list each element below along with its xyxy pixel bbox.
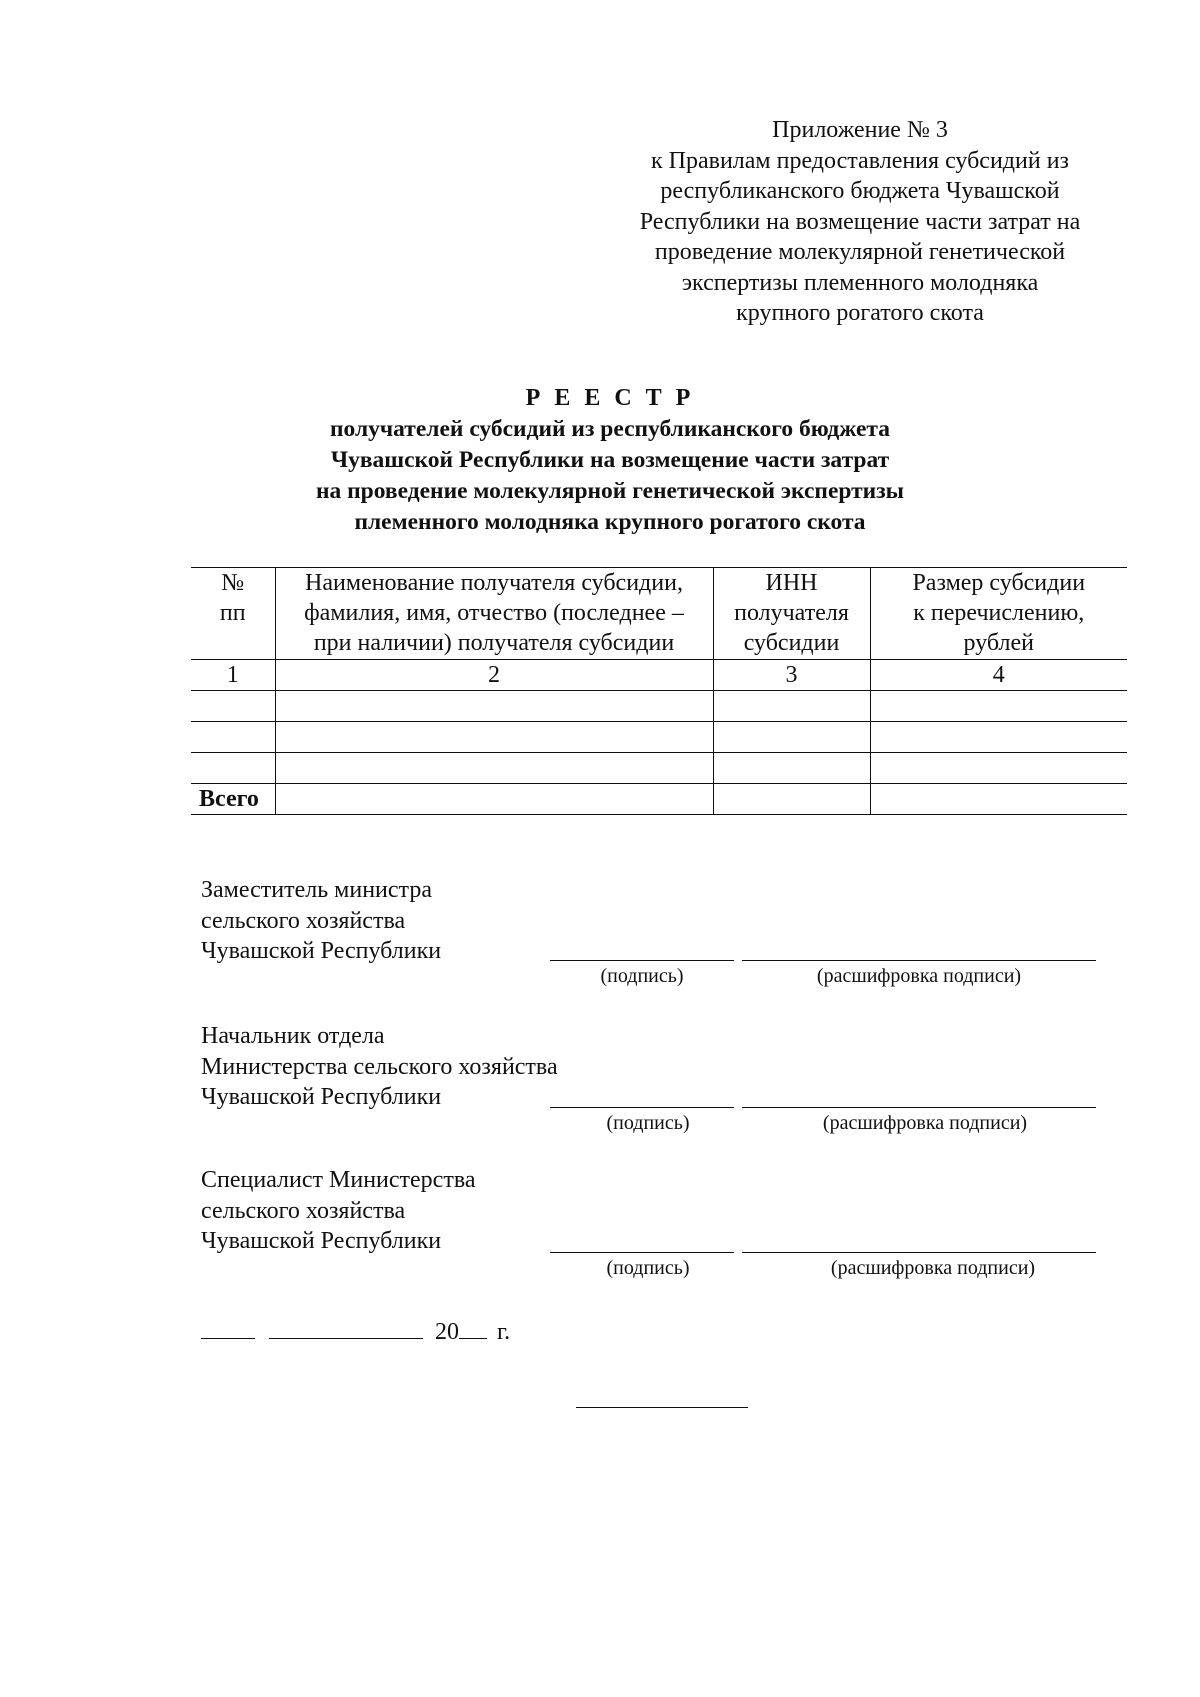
table-cell[interactable] [870,722,1127,753]
total-row [191,784,1127,815]
date-day-blank[interactable] [201,1316,255,1339]
signature-decode-caption: (расшифровка подписи) [816,965,1022,987]
table-cell[interactable] [191,753,275,784]
header-inn [713,568,870,660]
document-title [250,383,970,538]
signatory-title-line: Чувашской Республики [201,1228,442,1254]
table-cell[interactable] [275,753,713,784]
header-text: Наименование получателя субсидии, [305,570,683,596]
table-cell[interactable] [713,784,870,815]
signatory-title-line: Начальник отдела [201,1023,385,1049]
table-cell[interactable] [870,691,1127,722]
table-cell[interactable] [713,722,870,753]
signature-decode-line[interactable] [742,1107,1096,1108]
header-recipient-name [275,568,713,660]
header-number [191,568,275,660]
signature-line[interactable] [550,1107,734,1108]
column-number: 2 [275,660,713,691]
appendix-line: экспертизы племенного молодняка [681,269,1039,296]
column-number: 4 [870,660,1127,691]
header-subsidy-amount [870,568,1127,660]
table-row [191,753,1127,784]
table-cell[interactable] [191,691,275,722]
signatory-title-line: Чувашской Республики [201,938,442,964]
appendix-line: проведение молекулярной генетической [654,239,1066,265]
signature-block-specialist [201,1165,476,1257]
appendix-line: крупного рогатого скота [736,300,984,326]
header-text: при наличии) получателя субсидии [313,630,675,656]
title-main: Р Е Е С Т Р [525,385,695,411]
header-text: рублей [963,630,1034,656]
table-row [191,722,1127,753]
header-text: Размер субсидии [912,570,1086,596]
table-cell[interactable] [713,691,870,722]
document-end-rule [576,1407,748,1408]
signatory-title-line: Специалист Министерства [201,1167,476,1193]
signature-line[interactable] [550,960,734,961]
date-year-prefix: 20 [435,1319,459,1345]
appendix-line: Республики на возмещение части затрат на [639,208,1081,235]
table-cell[interactable] [275,722,713,753]
signature-caption: (подпись) [606,1257,690,1279]
signature-block-deputy-minister [201,875,441,967]
column-number: 1 [191,660,275,691]
date-suffix: г. [497,1319,511,1345]
signatory-title-line: сельского хозяйства [201,1197,406,1224]
appendix-line: к Правилам предоставления субсидий из [650,147,1070,174]
title-line: на проведение молекулярной генетической экспертизы [315,478,905,504]
header-text: к перечислению, [913,600,1085,626]
header-text: получателя [734,600,849,626]
signature-caption: (подпись) [606,1112,690,1134]
signature-decode-caption: (расшифровка подписи) [822,1112,1028,1134]
header-text: № [221,570,245,596]
signature-line[interactable] [550,1252,734,1253]
signatory-title-line: Чувашской Республики [201,1084,442,1110]
signatory-title-line: Заместитель министра [201,877,432,903]
appendix-line: республиканского бюджета Чувашской [660,178,1060,204]
registry-table [191,567,1127,815]
total-amount-cell[interactable] [870,784,1127,815]
appendix-reference [620,115,1100,329]
header-text: пп [219,600,246,626]
column-number: 3 [713,660,870,691]
column-number-row [191,660,1127,691]
signature-decode-caption: (расшифровка подписи) [830,1257,1036,1279]
table-header-row [191,568,1127,660]
signature-block-department-head [201,1021,558,1113]
signature-decode-line[interactable] [742,960,1096,961]
table-cell[interactable] [191,722,275,753]
header-text: фамилия, имя, отчество (последнее – [304,600,684,626]
appendix-line: Приложение № 3 [772,117,948,143]
date-month-blank[interactable] [269,1316,423,1339]
title-line: получателей субсидий из республиканского бюджета [330,416,890,442]
table-cell[interactable] [275,691,713,722]
date-field [201,1316,510,1346]
header-text: ИНН [765,570,818,596]
signature-caption: (подпись) [600,965,684,987]
signature-decode-line[interactable] [742,1252,1096,1253]
title-line: Чувашской Республики на возмещение части затрат [330,447,890,473]
header-text: субсидии [743,630,840,656]
title-line: племенного молодняка крупного рогатого скота [354,509,866,535]
signatory-title-line: Министерства сельского хозяйства [201,1053,558,1080]
table-cell[interactable] [713,753,870,784]
table-cell[interactable] [275,784,713,815]
total-label: Всего [191,784,275,815]
date-year-blank[interactable] [459,1316,487,1339]
table-cell[interactable] [870,753,1127,784]
signatory-title-line: сельского хозяйства [201,907,406,934]
table-row [191,691,1127,722]
